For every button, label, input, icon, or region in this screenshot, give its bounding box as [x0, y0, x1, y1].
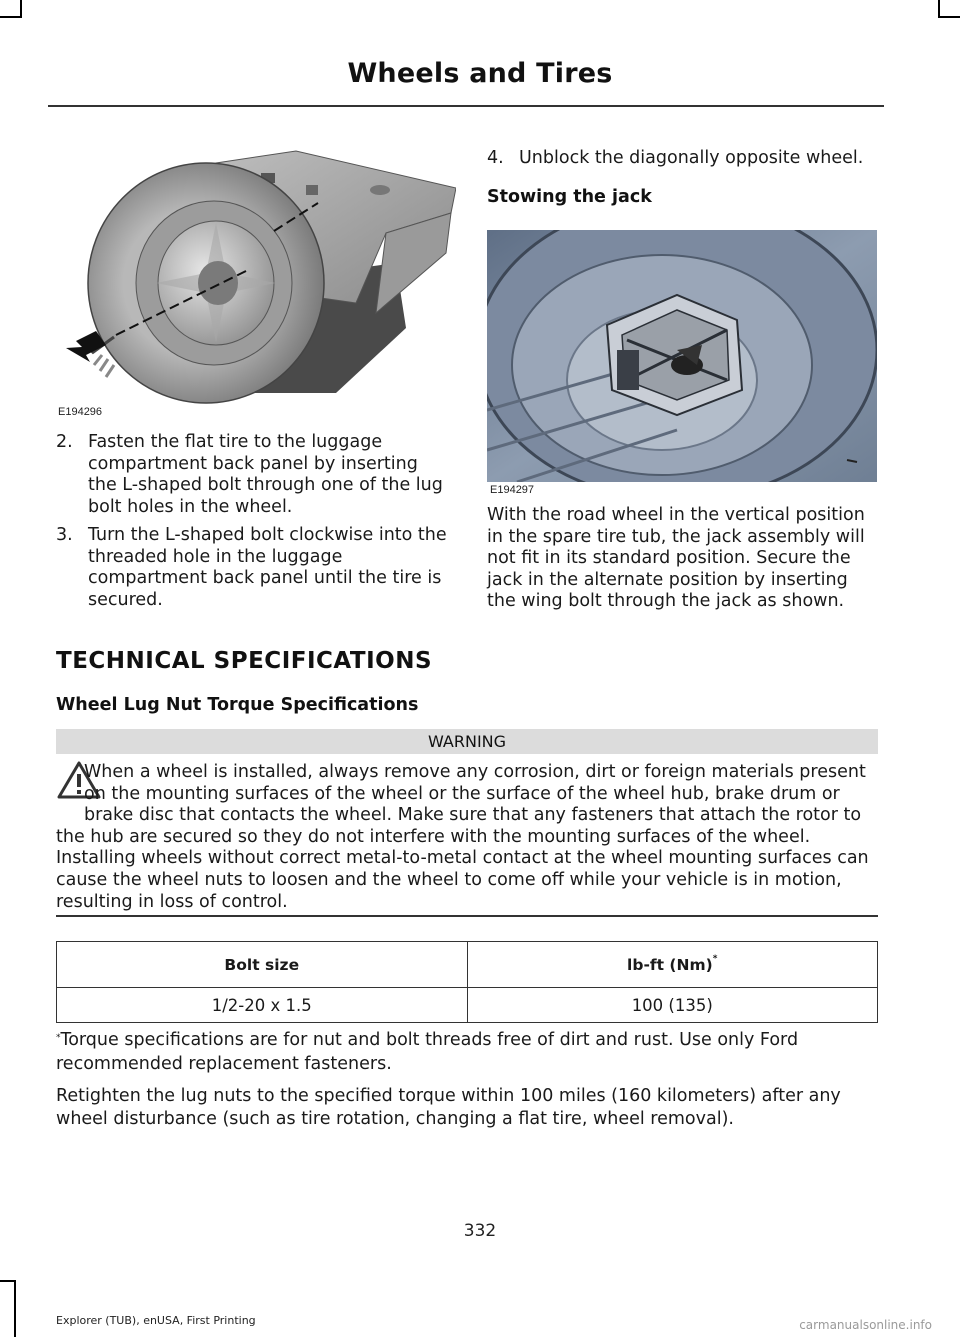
- subheading-stowing-jack: Stowing the jack: [487, 187, 652, 207]
- section-subtitle: Wheel Lug Nut Torque Specifications: [56, 695, 419, 715]
- list-item: [487, 148, 887, 170]
- step-text: Unblock the diagonally opposite wheel.: [519, 148, 864, 168]
- watermark: carmanualsonline.info: [799, 1318, 932, 1332]
- crop-mark: [14, 1280, 16, 1337]
- figure-flat-tire: [56, 143, 456, 421]
- crop-mark: [940, 16, 960, 18]
- jack-paragraph: With the road wheel in the vertical position in the spare tire tub, the jack assembly will not fit in its standard position. Secure the jack in the alternate position by inserting the wing bolt through the jack as shown.: [487, 505, 865, 611]
- header-rule: [48, 105, 884, 107]
- footnote-marker: *: [56, 1033, 61, 1043]
- right-steps-list: [487, 148, 887, 177]
- figure-id-left: E194296: [58, 406, 103, 418]
- list-item: [56, 525, 450, 611]
- step-number: 2.: [56, 432, 73, 452]
- step-text: Fasten the flat tire to the luggage compartment back panel by inserting the L-shaped bolt through one of the lug bolt holes in the wheel.: [88, 432, 443, 517]
- left-steps-list: [56, 432, 450, 618]
- crop-mark: [938, 0, 940, 18]
- step-number: 4.: [487, 148, 504, 168]
- jack-illustration: [487, 230, 877, 482]
- warning-text: [56, 762, 880, 913]
- figure-id-right: E194297: [490, 484, 535, 496]
- step-text: Turn the L-shaped bolt clockwise into the threaded hole in the luggage compartment back panel until the tire is secured.: [88, 525, 447, 610]
- crop-mark: [0, 16, 20, 18]
- table-header-row: [57, 942, 878, 988]
- table-cell-torque: 100 (135): [467, 988, 878, 1023]
- section-title: TECHNICAL SPECIFICATIONS: [56, 648, 433, 674]
- table-cell-bolt-size: 1/2-20 x 1.5: [57, 988, 468, 1023]
- crop-mark: [20, 0, 22, 18]
- figure-jack: [487, 230, 877, 482]
- page-title: Wheels and Tires: [347, 58, 613, 89]
- flat-tire-illustration: [56, 143, 456, 421]
- torque-spec-table: [56, 941, 878, 1023]
- warning-rule: [56, 915, 878, 917]
- retighten-paragraph: Retighten the lug nuts to the specified torque within 100 miles (160 kilometers) after any wheel disturbance (such as tire rotation, changing a flat tire, wheel removal).: [56, 1086, 841, 1129]
- table-header-torque: lb-ft (Nm)*: [467, 942, 878, 988]
- warning-label: WARNING: [56, 729, 878, 754]
- list-item: [56, 432, 450, 518]
- page-number: 332: [463, 1221, 497, 1241]
- table-row: [57, 988, 878, 1023]
- footnote-text: Torque specifications are for nut and bolt threads free of dirt and rust. Use only Ford recommended replacement fasteners.: [56, 1030, 799, 1074]
- table-header-bolt-size: Bolt size: [57, 942, 468, 988]
- warning-body: When a wheel is installed, always remove any corrosion, dirt or foreign materials present on the mounting surfaces of the wheel or the surface of the wheel hub, brake drum or brake disc that contacts the wheel. Make sure that any fasteners that attach the rotor to the hub are secured so they do not interfere with the mounting surfaces of the wheel. Installing wheels without correct metal-to-metal contact at the wheel mounting surfaces can cause the wheel nuts to loosen and the wheel to come off while your vehicle is in motion, resulting in loss of control.: [56, 762, 869, 912]
- footer-edition: Explorer (TUB), enUSA, First Printing: [56, 1314, 256, 1327]
- step-number: 3.: [56, 525, 73, 545]
- table-footnote: [56, 1028, 880, 1076]
